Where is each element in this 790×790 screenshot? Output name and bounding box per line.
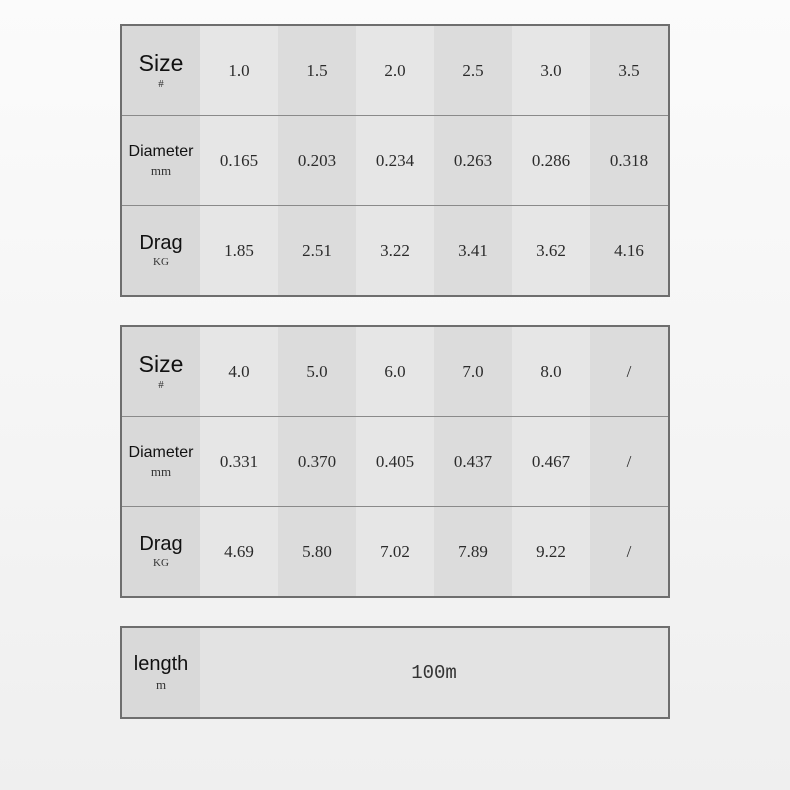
drag-cell: 3.41	[434, 206, 512, 295]
diameter-cell: 0.405	[356, 417, 434, 506]
drag-unit: KG	[153, 256, 169, 268]
drag-row	[122, 205, 668, 295]
length-label: length	[133, 653, 189, 675]
length-value: 100m	[200, 628, 668, 717]
drag-cell: 2.51	[278, 206, 356, 295]
drag-cell: 3.62	[512, 206, 590, 295]
size-label: Size	[138, 350, 184, 377]
diameter-cell: 0.467	[512, 417, 590, 506]
drag-header	[122, 507, 200, 596]
size-row	[122, 327, 668, 416]
drag-cell: 3.22	[356, 206, 434, 295]
diameter-header	[122, 417, 200, 506]
diameter-cell: /	[590, 417, 668, 506]
drag-cell: 7.02	[356, 507, 434, 596]
diameter-cell: 0.331	[200, 417, 278, 506]
diameter-cell: 0.318	[590, 116, 668, 205]
size-cell: 2.5	[434, 26, 512, 115]
drag-cell: 1.85	[200, 206, 278, 295]
size-cell: /	[590, 327, 668, 416]
drag-unit: KG	[153, 557, 169, 569]
diameter-cell: 0.234	[356, 116, 434, 205]
size-cell: 4.0	[200, 327, 278, 416]
diameter-label: Diameter	[128, 143, 194, 160]
diameter-cell: 0.437	[434, 417, 512, 506]
diameter-cell: 0.263	[434, 116, 512, 205]
drag-cell: 4.69	[200, 507, 278, 596]
drag-label: Drag	[139, 232, 183, 254]
diameter-unit: mm	[150, 464, 172, 479]
length-header	[122, 628, 200, 717]
size-cell: 1.5	[278, 26, 356, 115]
drag-cell: 4.16	[590, 206, 668, 295]
drag-cell: 9.22	[512, 507, 590, 596]
drag-cell: 7.89	[434, 507, 512, 596]
drag-header	[122, 206, 200, 295]
size-cell: 3.0	[512, 26, 590, 115]
spec-table-1	[120, 24, 670, 297]
spec-table-3	[120, 626, 670, 719]
diameter-cell: 0.286	[512, 116, 590, 205]
diameter-cell: 0.165	[200, 116, 278, 205]
spec-table-2	[120, 325, 670, 598]
size-row	[122, 26, 668, 115]
diameter-row	[122, 115, 668, 205]
diameter-row	[122, 416, 668, 506]
size-unit: #	[158, 378, 164, 391]
drag-label: Drag	[139, 533, 183, 555]
drag-cell: /	[590, 507, 668, 596]
size-cell: 2.0	[356, 26, 434, 115]
diameter-header	[122, 116, 200, 205]
length-unit: m	[155, 677, 167, 692]
size-cell: 6.0	[356, 327, 434, 416]
size-cell: 5.0	[278, 327, 356, 416]
length-row	[122, 628, 668, 717]
drag-cell: 5.80	[278, 507, 356, 596]
diameter-label: Diameter	[128, 444, 194, 461]
size-cell: 1.0	[200, 26, 278, 115]
size-header	[122, 327, 200, 416]
size-cell: 7.0	[434, 327, 512, 416]
drag-row	[122, 506, 668, 596]
size-header	[122, 26, 200, 115]
size-label: Size	[138, 49, 184, 76]
size-unit: #	[158, 77, 164, 90]
diameter-unit: mm	[150, 163, 172, 178]
diameter-cell: 0.203	[278, 116, 356, 205]
diameter-cell: 0.370	[278, 417, 356, 506]
size-cell: 8.0	[512, 327, 590, 416]
size-cell: 3.5	[590, 26, 668, 115]
